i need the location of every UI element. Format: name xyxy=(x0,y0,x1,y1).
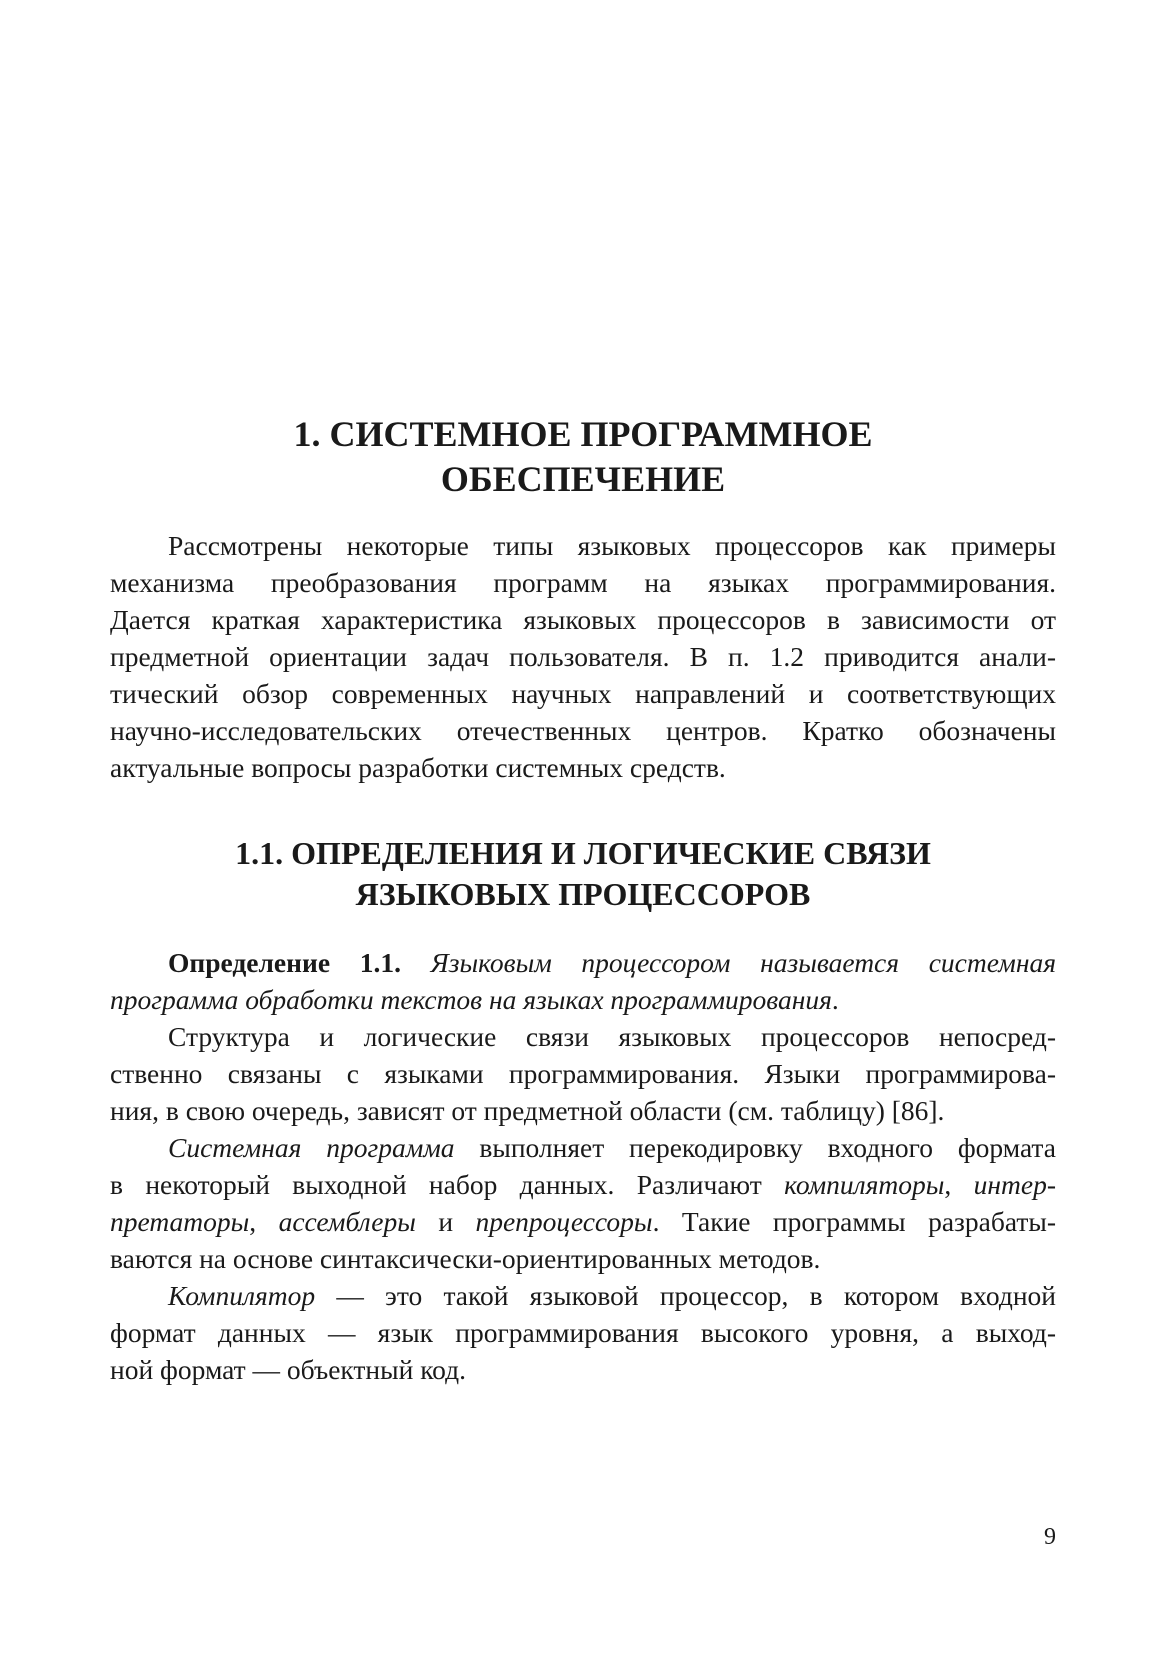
text-run: выполняет перекодировку входного формата xyxy=(454,1132,1056,1163)
page-number: 9 xyxy=(1044,1524,1056,1550)
text-run: и xyxy=(415,1206,476,1237)
text-line xyxy=(110,1203,1056,1240)
text-run: , xyxy=(944,1169,974,1200)
text-line: Структура и логические связи языковых процессоров непосред- xyxy=(168,1021,1056,1052)
term: компиляторы xyxy=(784,1169,945,1200)
term: Системная программа xyxy=(168,1132,455,1163)
text-run: в некоторый выходной набор данных. Различают xyxy=(110,1169,785,1200)
definition-paragraph xyxy=(110,944,1056,1018)
text-line: предметной ориентации задач пользователя. В п. 1.2 приводится анали- xyxy=(110,641,1056,672)
text-line: механизма преобразования программ на языках программирования. xyxy=(110,567,1056,598)
term: препроцессоры xyxy=(475,1206,653,1237)
text-line xyxy=(110,1166,1056,1203)
term: претаторы xyxy=(110,1206,250,1237)
definition-text: программа обработки текстов на языках программирования xyxy=(110,984,832,1015)
text-line: формат данных — язык программирования высокого уровня, а выход- xyxy=(110,1317,1056,1348)
text-line xyxy=(110,944,1056,981)
chapter-title xyxy=(110,412,1056,502)
intro-paragraph xyxy=(110,527,1056,786)
term: интер- xyxy=(973,1169,1057,1200)
body-text xyxy=(110,1018,1056,1388)
text-line: ственно связаны с языками программирования. Языки программирова- xyxy=(110,1058,1056,1089)
section-title-line: 1.1. ОПРЕДЕЛЕНИЯ И ЛОГИЧЕСКИЕ СВЯЗИ xyxy=(235,835,931,871)
text-line: ния, в свою очередь, зависят от предметной области (см. таблицу) [86]. xyxy=(110,1095,945,1126)
definition-label: Определение 1.1. xyxy=(168,947,401,978)
text-run: . Такие программы разрабаты- xyxy=(652,1206,1056,1237)
text-line xyxy=(110,1277,1056,1314)
chapter-title-line: ОБЕСПЕЧЕНИЕ xyxy=(440,459,726,499)
term: ассемблеры xyxy=(278,1206,416,1237)
text-line: научно-исследовательских отечественных центров. Кратко обозначены xyxy=(110,715,1056,746)
text-line xyxy=(110,1129,1056,1166)
text-line: Рассмотрены некоторые типы языковых процессоров как примеры xyxy=(168,530,1056,561)
text-line: актуальные вопросы разработки системных средств. xyxy=(110,752,726,783)
text-line: ваются на основе синтаксически-ориентированных методов. xyxy=(110,1243,821,1274)
text-run: — это такой языковой процессор, в котором входной xyxy=(315,1280,1056,1311)
text-line: Дается краткая характеристика языковых процессоров в зависимости от xyxy=(110,604,1056,635)
section-title xyxy=(110,833,1056,915)
punctuation: . xyxy=(831,984,839,1015)
section-title-line: ЯЗЫКОВЫХ ПРОЦЕССОРОВ xyxy=(355,876,811,912)
definition-text: Языковым процессором называется системная xyxy=(430,947,1056,978)
text-run: , xyxy=(249,1206,279,1237)
text-line: тический обзор современных научных направлений и соответствующих xyxy=(110,678,1056,709)
text-line xyxy=(110,981,1056,1018)
text-line: ной формат — объектный код. xyxy=(110,1354,467,1385)
chapter-title-line: 1. СИСТЕМНОЕ ПРОГРАММНОЕ xyxy=(293,414,873,454)
term: Компилятор xyxy=(168,1280,316,1311)
